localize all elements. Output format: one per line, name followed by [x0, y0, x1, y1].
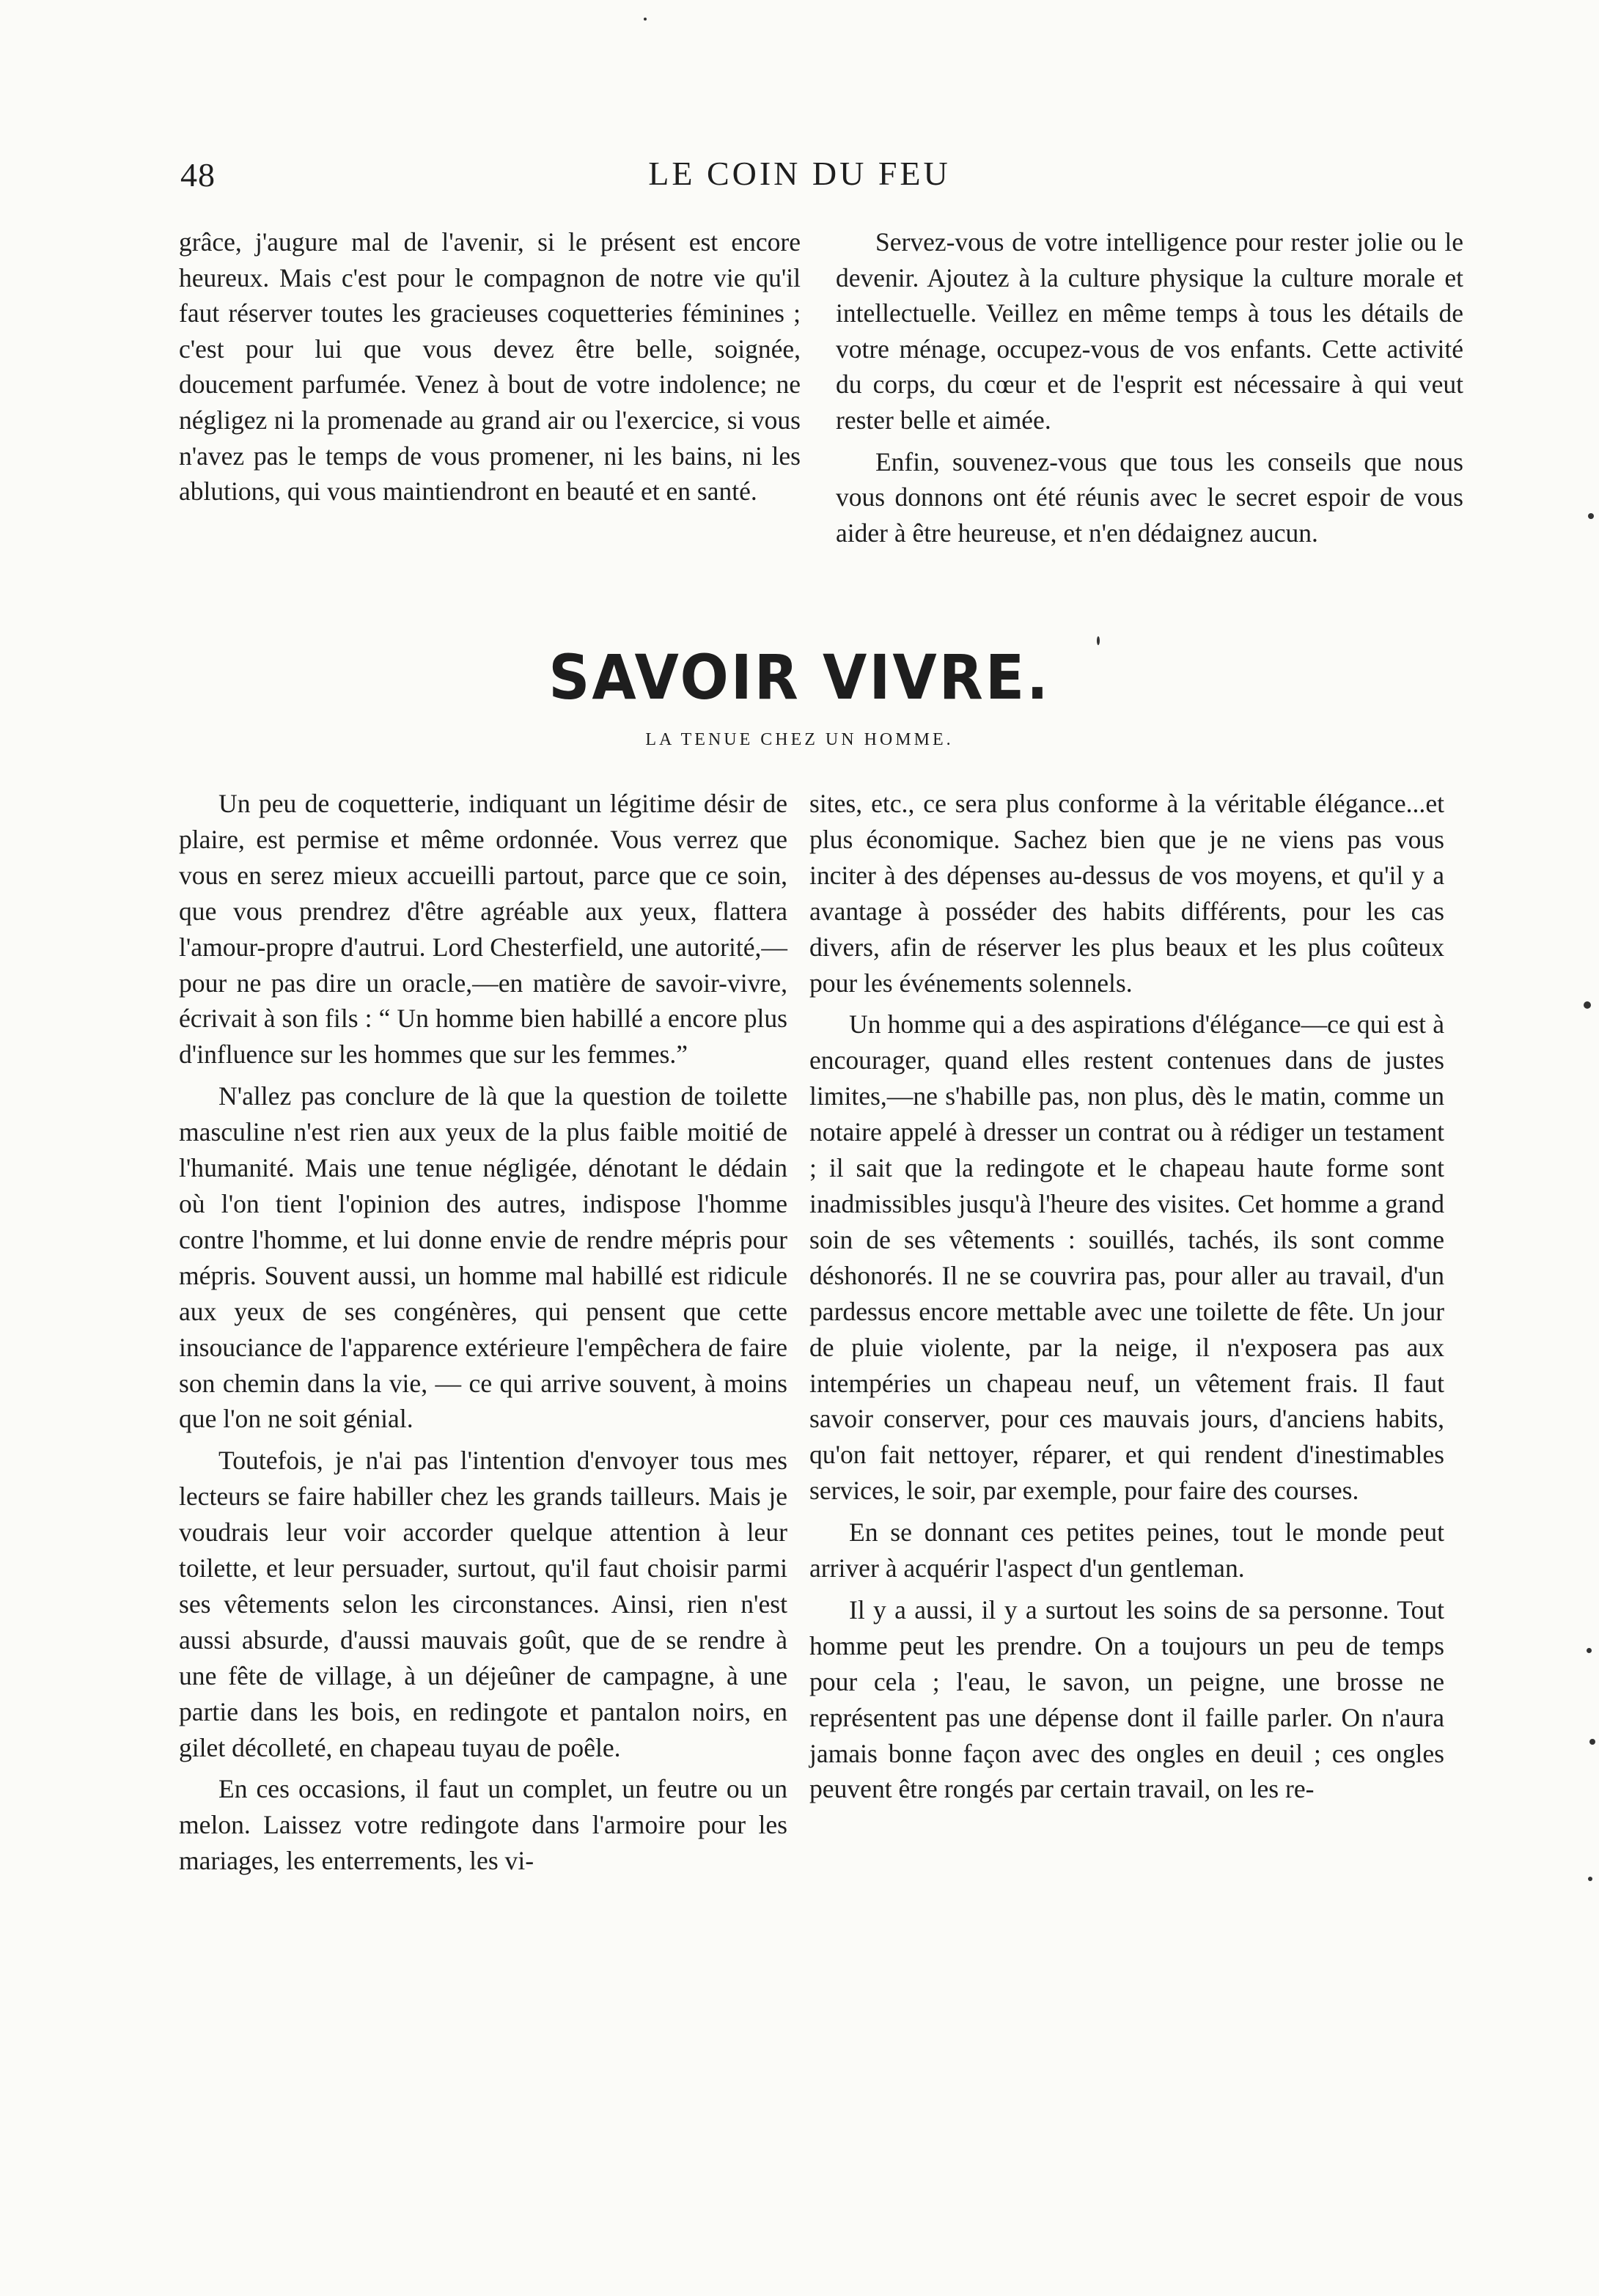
- paragraph: Un peu de coquetterie, indiquant un légitime désir de plaire, est permise et même ordonnée. Vous verrez que vous en serez mieux accueilli partout, parce que ce soin, que vous prendrez d'être agréable aux yeux, flattera l'amour-propre d'autrui. Lord Chesterfield, une autorité,—pour ne pas dire un oracle,—en matière de savoir-vivre, écrivait à son fils : “ Un homme bien habillé a encore plus d'influence sur les hommes que sur les femmes.”: [179, 789, 787, 1070]
- paragraph: Toutefois, je n'ai pas l'intention d'envoyer tous mes lecteurs se faire habiller chez les grands tailleurs. Mais je voudrais leur voir accorder quelque attention à leur toilette, et leur persuader, surtout, qu'il faut choisir parmi ses vêtements selon les circonstances. Ainsi, rien n'est aussi absurde, d'aussi mauvais goût, que de se rendre à une fête de village, à un déjeûner de campagne, à une partie dans les bois, en redingote et pantalon noirs, en gilet décolleté, en chapeau tuyau de poêle.: [179, 1446, 787, 1762]
- scan-speck: [644, 18, 647, 21]
- article-subtitle: LA TENUE CHEZ UN HOMME.: [645, 730, 954, 749]
- paragraph: En ces occasions, il faut un complet, un feutre ou un melon. Laissez votre redingote dans l'armoire pour les mariages, les enterrements, les vi-: [179, 1774, 787, 1876]
- scan-speck: [1587, 1648, 1592, 1653]
- page-number: 48: [180, 156, 216, 194]
- running-title: LE COIN DU FEU: [648, 155, 951, 192]
- scan-speck: [1589, 1739, 1595, 1745]
- paragraph: En se donnant ces petites peines, tout le monde peut arriver à acquérir l'aspect d'un gentleman.: [809, 1517, 1444, 1583]
- paragraph: Enfin, souvenez-vous que tous les conseils que nous vous donnons ont été réunis avec le secret espoir de vous aider à être heureuse, et n'en dédaignez aucun.: [836, 446, 1463, 548]
- paragraph: Servez-vous de votre intelligence pour rester jolie ou le devenir. Ajoutez à la culture physique la culture morale et intellectuelle. Veillez en même temps à tous les détails de votre ménage, occupez-vous de vos enfants. Cette activité du corps, du cœur et de l'esprit est nécessaire à qui veut rester belle et aimée.: [836, 227, 1463, 435]
- article-right-column: [809, 786, 1444, 1807]
- paragraph: grâce, j'augure mal de l'avenir, si le présent est encore heureux. Mais c'est pour le compagnon de notre vie qu'il faut réserver toutes les gracieuses coquetteries féminines ; c'est pour lui que vous devez être belle, soignée, doucement parfumée. Venez à bout de votre indolence; ne négligez ni la promenade au grand air ou l'exercice, si vous n'avez pas le temps de vous promener, ni les bains, ni les ablutions, qui vous maintiendront en beauté et en santé.: [179, 227, 801, 507]
- top-right-column: [836, 224, 1463, 551]
- paragraph: Il y a aussi, il y a surtout les soins de sa personne. Tout homme peut les prendre. On a toujours un peu de temps pour cela ; l'eau, le savon, un peigne, une brosse ne représentent pas une dépense dont il faille parler. On n'aura jamais bonne façon avec des ongles en deuil ; ces ongles peuvent être rongés par certain travail, on les re-: [809, 1594, 1444, 1804]
- paragraph: N'allez pas conclure de là que la question de toilette masculine n'est rien aux yeux de la plus faible moitié de l'humanité. Mais une tenue négligée, dénotant le dédain où l'on tient l'opinion des autres, indispose l'homme contre l'homme, et lui donne envie de rendre mépris pour mépris. Souvent aussi, un homme mal habillé est ridicule aux yeux de ses congénères, qui pensent que cette insouciance de l'apparence extérieure l'empêchera de faire son chemin dans la vie, — ce qui arrive souvent, à moins que l'on ne soit génial.: [179, 1081, 787, 1434]
- scan-speck: [1588, 1877, 1592, 1881]
- scan-speck: [1588, 513, 1594, 519]
- paragraph: sites, etc., ce sera plus conforme à la véritable élégance...et plus économique. Sachez bien que je ne viens pas vous inciter à des dépenses au-dessus de vos moyens, et qu'il y a avantage à posséder des habits différents, pour les cas divers, afin de réserver les plus beaux et les plus coûteux pour les événements solennels.: [809, 789, 1444, 998]
- article-title: SAVOIR VIVRE.: [548, 642, 1051, 714]
- scan-speck: [1097, 636, 1100, 645]
- top-left-column: [179, 224, 801, 509]
- scan-speck: [1584, 1001, 1591, 1009]
- paragraph: Un homme qui a des aspirations d'élégance—ce qui est à encourager, quand elles restent contenues dans de justes limites,—ne s'habille pas, non plus, dès le matin, comme un notaire appelé à dresser un contrat ou à rédiger un testament ; il sait que la redingote et le chapeau haute forme sont inadmissibles jusqu'à l'heure des visites. Cet homme a grand soin de ses vêtements : souillés, tachés, ils sont comme déshonorés. Il ne se couvrira pas, pour aller au travail, d'un pardessus encore mettable avec une toilette de fête. Un jour de pluie violente, par la neige, il n'exposera pas aux intempéries un chapeau neuf, un vêtement frais. Il faut savoir conserver, pour ces mauvais jours, d'anciens habits, qu'on fait nettoyer, réparer, et qui rendent d'inestimables services, le soir, par exemple, pour faire des courses.: [809, 1009, 1444, 1506]
- article-left-column: [179, 786, 787, 1879]
